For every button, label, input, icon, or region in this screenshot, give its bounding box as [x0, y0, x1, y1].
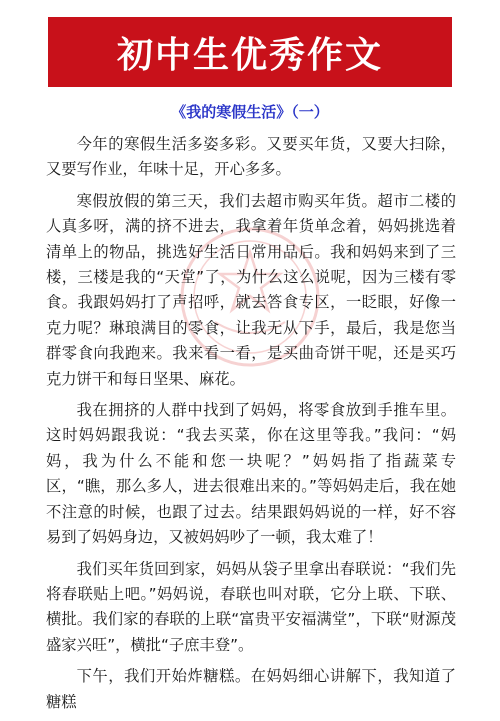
- paragraph-1: 今年的寒假生活多姿多彩。又要买年货，又要大扫除，又要写作业，年味十足，开心多多。: [46, 135, 456, 179]
- paragraph-2: 寒假放假的第三天，我们去超市购买年货。超市二楼的人真多呀，满的挤不进去，我拿着年货单念着，妈妈挑选着清单上的物品，挑选好生活日常用品后。我和妈妈来到了三楼，三楼是我的“天堂”了，为什么这么说呢，因为三楼有零食。我跟妈妈打了声招呼，就去答食专区，一眨眼，好像一克力呢？琳琅满目的零食，让我无从下手，最后，我是您当群零食向我跑来。我来看一看，是买曲奇饼干呢，还是买巧克力饼干和每日坚果、麻花。: [46, 191, 456, 388]
- title-banner: [48, 17, 452, 87]
- paragraph-5: 下午，我们开始炸糖糕。在妈妈细心讲解下，我知道了糖糕: [46, 667, 456, 711]
- page-title: 初中生优秀作文: [116, 34, 383, 76]
- paragraph-3: 我在拥挤的人群中找到了妈妈，将零食放到手推车里。这时妈妈跟我说：“我去买菜，你在这里等我。”我问：“妈妈，我为什么不能和您一块呢？”妈妈指了指蔬菜专区，“瞧，那么多人，进去很难出来的。”等妈妈走后，我在她不注意的时候，也跟了过去。结果跟妈妈说的一样，好不容易到了妈妈身边，又被妈妈吵了一顿，我太难了！: [46, 401, 456, 547]
- paragraph-4: 我们买年货回到家，妈妈从袋子里拿出春联说：“我们先将春联贴上吧。”妈妈说，春联也叫对联，它分上联、下联、横批。我们家的春联的上联“富贵平安福满堂”，下联“财源茂盛家兴旺”，横批“子庶丰登”。: [46, 559, 456, 654]
- article-body: [46, 132, 456, 721]
- article-title: 《我的寒假生活》（一）: [171, 103, 329, 121]
